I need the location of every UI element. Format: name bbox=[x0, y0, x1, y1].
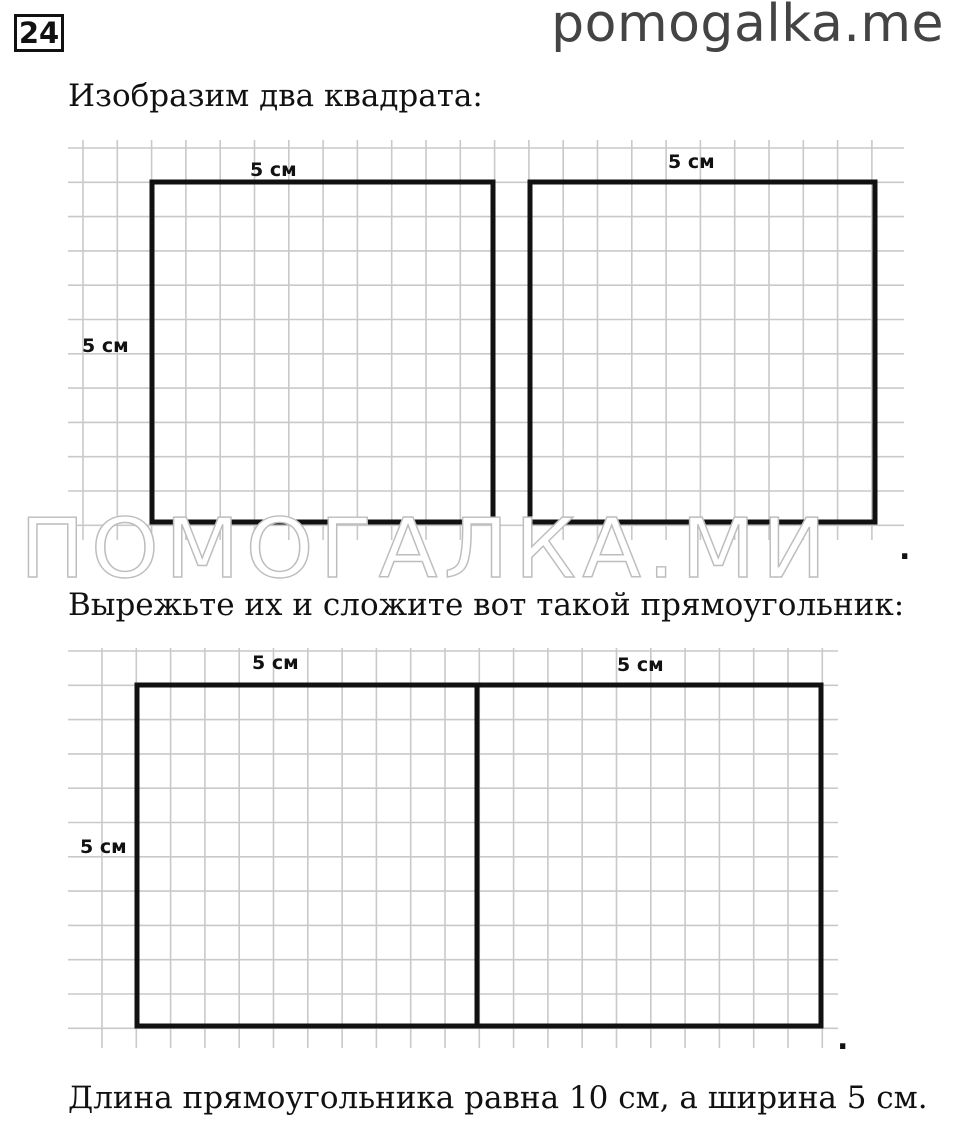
intro-text: Изобразим два квадрата: bbox=[68, 78, 483, 114]
watermark: ПОМОГАЛКА.МИ bbox=[20, 502, 833, 597]
period-mark-bottom: . bbox=[837, 1022, 849, 1057]
square-right bbox=[530, 182, 875, 522]
square-left-top-label: 5 см bbox=[250, 159, 297, 181]
task-number: 24 bbox=[14, 14, 64, 52]
rectangle-left-label: 5 см bbox=[252, 652, 299, 674]
square-right-top-label: 5 см bbox=[668, 151, 715, 173]
grid-bottom bbox=[68, 648, 838, 1048]
square-left-side-label: 5 см bbox=[82, 335, 129, 357]
instruction-text: Вырежьте их и сложите вот такой прямоугольник: bbox=[68, 587, 905, 623]
period-mark-top: . bbox=[899, 532, 911, 567]
site-name: pomogalka.me bbox=[551, 0, 944, 54]
rectangle-right-label: 5 см bbox=[617, 654, 664, 676]
grid-top bbox=[68, 140, 904, 540]
rectangle-side-label: 5 см bbox=[80, 836, 127, 858]
answer-text: Длина прямоугольника равна 10 см, а ширина 5 см. bbox=[68, 1080, 928, 1116]
